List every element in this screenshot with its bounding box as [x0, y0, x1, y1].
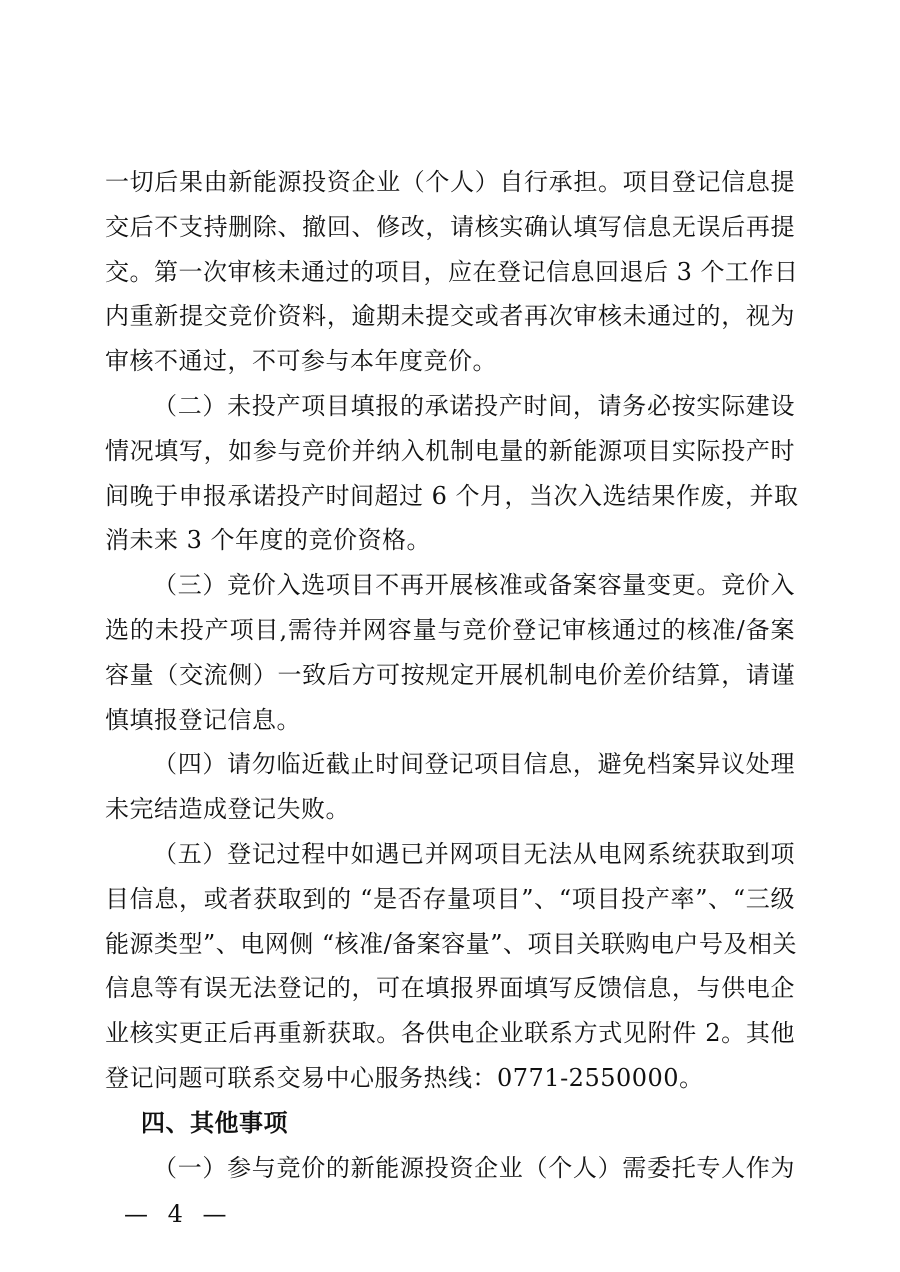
section-heading: 四、其他事项 [141, 1107, 288, 1137]
text-line: 交后不支持删除、撤回、修改，请核实确认填写信息无误后再提 [105, 212, 795, 241]
text-line: （五）登记过程中如遇已并网项目无法从电网系统获取到项 [153, 839, 795, 868]
text-line: 容量（交流侧）一致后方可按规定开展机制电价差价结算，请谨 [105, 660, 795, 689]
text-line: 选的未投产项目,需待并网容量与竞价登记审核通过的核准/备案 [105, 615, 795, 644]
page-number: — 4 — [124, 1200, 233, 1228]
text-line: 消未来 3 个年度的竞价资格。 [105, 526, 432, 555]
text-line: 业核实更正后再重新获取。各供电企业联系方式见附件 2。其他 [105, 1019, 795, 1048]
paragraph-2 [105, 384, 799, 563]
text-line: 交。第一次审核未通过的项目，应在登记信息回退后 3 个工作日 [105, 257, 799, 286]
paragraph-4 [105, 742, 795, 832]
paragraph-3 [105, 563, 795, 742]
text-line: 慎填报登记信息。 [105, 705, 301, 734]
text-line: 信息等有误无法登记的，可在填报界面填写反馈信息，与供电企 [105, 974, 795, 1003]
text-line: 情况填写，如参与竞价并纳入机制电量的新能源项目实际投产时 [105, 436, 795, 465]
paragraph-1 [105, 160, 799, 384]
text-line: （三）竞价入选项目不再开展核准或备案容量变更。竞价入 [153, 571, 795, 600]
text-line: （四）请勿临近截止时间登记项目信息，避免档案异议处理 [153, 750, 795, 779]
text-line: 内重新提交竞价资料，逾期未提交或者再次审核未通过的，视为 [105, 302, 795, 331]
text-line: （二）未投产项目填报的承诺投产时间，请务必按实际建设 [153, 391, 795, 420]
text-line: 间晚于申报承诺投产时间超过 6 个月，当次入选结果作废，并取 [105, 481, 799, 510]
text-line: （一）参与竞价的新能源投资企业（个人）需委托专人作为 [153, 1153, 795, 1182]
text-line: 审核不通过，不可参与本年度竞价。 [105, 347, 497, 376]
text-line: 登记问题可联系交易中心服务热线：0771-2550000。 [105, 1063, 704, 1092]
paragraph-5 [105, 832, 798, 1101]
paragraph-6 [105, 1146, 795, 1191]
text-line: 一切后果由新能源投资企业（个人）自行承担。项目登记信息提 [105, 168, 795, 196]
text-line: 目信息，或者获取到的 “是否存量项目”、“项目投产率”、“三级 [105, 884, 795, 913]
text-line: 未完结造成登记失败。 [105, 795, 350, 824]
text-line: 能源类型”、电网侧 “核准/备案容量”、项目关联购电户号及相关 [105, 929, 798, 958]
document-body [105, 160, 799, 1190]
